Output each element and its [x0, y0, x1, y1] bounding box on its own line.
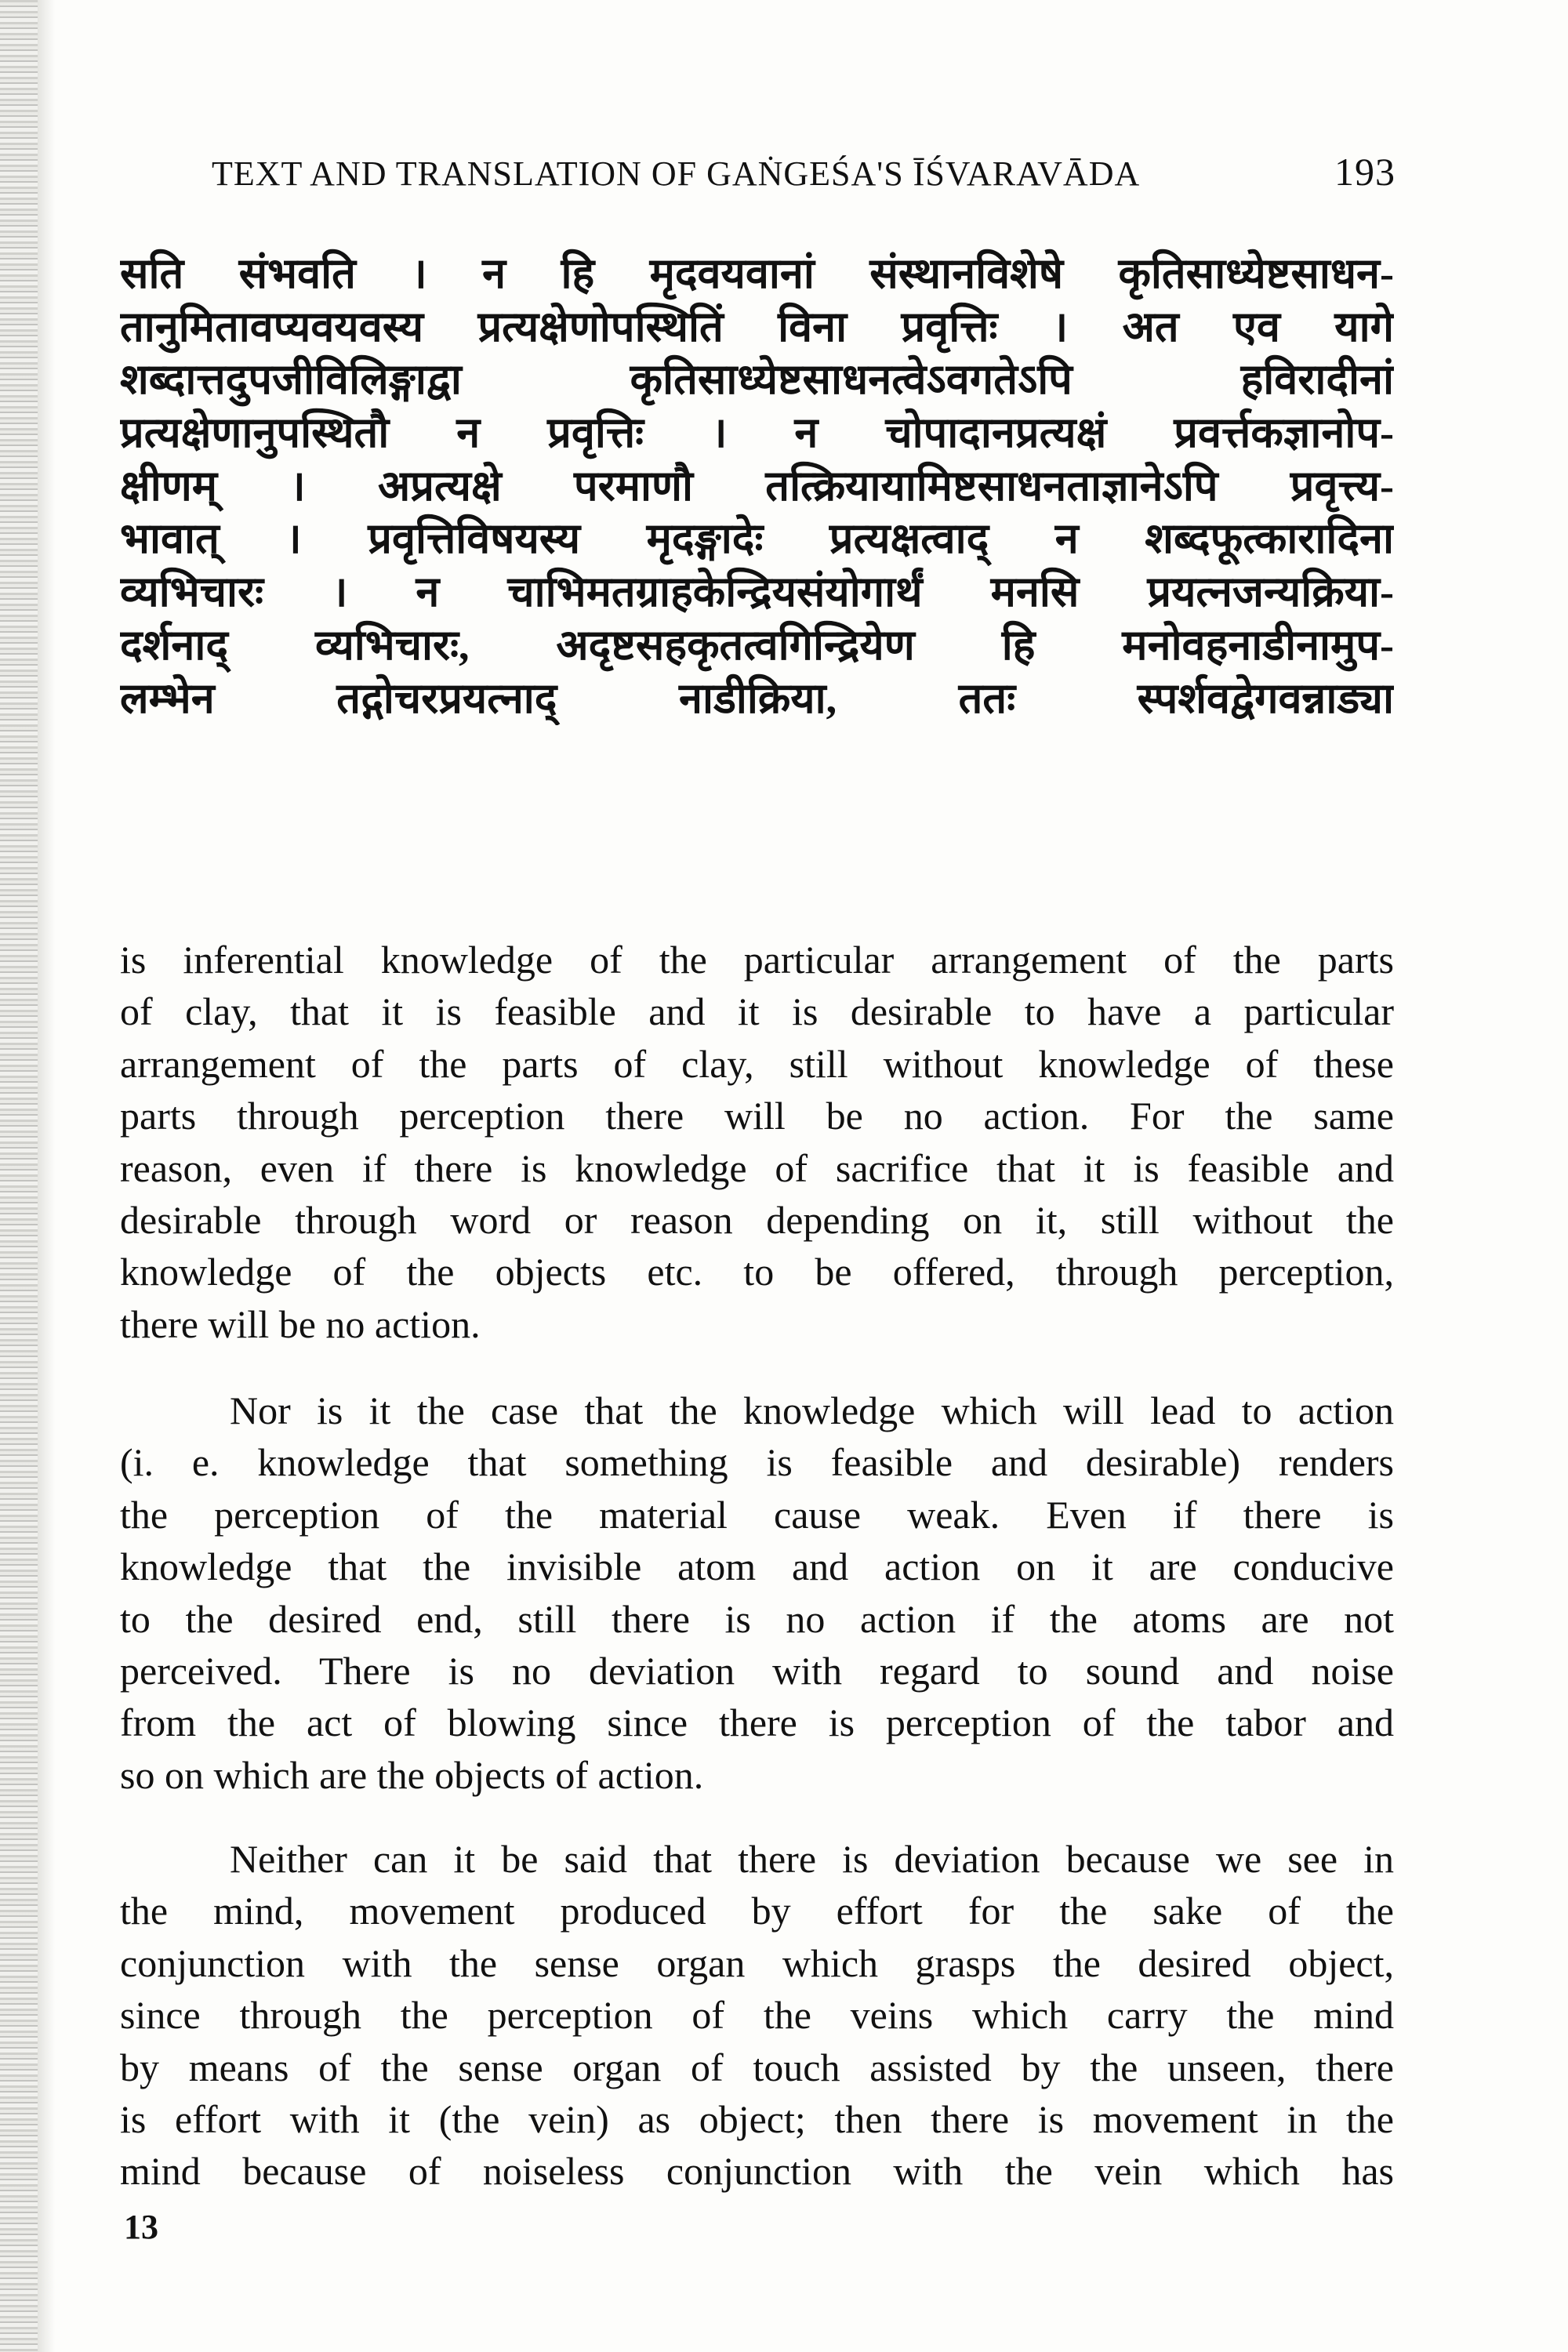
paragraph-line: Neither can it be said that there is deviation because we see in: [230, 1837, 1394, 1881]
paragraph-line: conjunction with the sense organ which grasps the desired object,: [120, 1940, 1394, 1985]
running-title: TEXT AND TRANSLATION OF GAṄGEŚA'S ĪŚVARAVĀDA: [212, 154, 1141, 193]
sanskrit-line: भावात् । प्रवृत्तिविषयस्य मृदङ्गादेः प्रत्यक्षत्वाद् न शब्दफूत्कारादिना: [120, 515, 1394, 563]
paragraph-line: perceived. There is no deviation with regard to sound and noise: [120, 1648, 1394, 1693]
translation-paragraph-3: [120, 1833, 1394, 2198]
sanskrit-line: क्षीणम् । अप्रत्यक्षे परमाणौ तत्क्रियायामिष्टसाधनताज्ञानेऽपि प्रवृत्त्य-: [120, 462, 1394, 510]
paragraph-line: knowledge that the invisible atom and action on it are conducive: [120, 1544, 1394, 1589]
paragraph-line: is effort with it (the vein) as object; then there is movement in the: [120, 2096, 1394, 2141]
paragraph-line: desirable through word or reason depending on it, still without the: [120, 1197, 1394, 1242]
sanskrit-line: लम्भेन तद्गोचरप्रयत्नाद् नाडीक्रिया, ततः स्पर्शवद्वेगवन्नाड्या: [120, 674, 1394, 722]
translation-paragraph-2: [120, 1385, 1394, 1801]
paragraph-line: arrangement of the parts of clay, still without knowledge of these: [120, 1041, 1394, 1086]
scan-binding-gradient: [38, 0, 55, 2352]
sanskrit-line: शब्दात्तदुपजीविलिङ्गाद्वा कृतिसाध्येष्टसाधनत्वेऽवगतेऽपि हविरादीनां: [120, 356, 1394, 404]
sanskrit-line: प्रत्यक्षेणानुपस्थितौ न प्रवृत्तिः । न चोपादानप्रत्यक्षं प्रवर्त्तकज्ञानोप-: [120, 409, 1394, 457]
paragraph-line: parts through perception there will be no action. For the same: [120, 1094, 1394, 1138]
paragraph-line: the mind, movement produced by effort for the sake of the: [120, 1889, 1394, 1933]
translation-paragraph-1: [120, 934, 1394, 1350]
paragraph-line: since through the perception of the veins which carry the mind: [120, 1993, 1394, 2038]
paragraph-line: Nor is it the case that the knowledge which will lead to action: [230, 1388, 1394, 1432]
paragraph-line: mind because of noiseless conjunction with the vein which has: [120, 2149, 1394, 2194]
sanskrit-text: [120, 248, 1394, 725]
page-number: 193: [1334, 150, 1396, 194]
paragraph-line: knowledge of the objects etc. to be offered, through perception,: [120, 1250, 1394, 1294]
sanskrit-line: व्यभिचारः । न चाभिमतग्राहकेन्द्रियसंयोगार्थं मनसि प्रयत्नजन्यक्रिया-: [120, 568, 1394, 616]
running-header: [212, 150, 1396, 201]
paragraph-line: to the desired end, still there is no action if the atoms are not: [120, 1596, 1394, 1641]
paragraph-line: is inferential knowledge of the particular arrangement of the parts: [120, 938, 1394, 982]
scan-binding-shadow: [0, 0, 38, 2352]
sanskrit-line: तानुमितावप्यवयवस्य प्रत्यक्षेणोपस्थितिं विना प्रवृत्तिः । अत एव यागे: [120, 303, 1394, 350]
paragraph-line: (i. e. knowledge that something is feasible and desirable) renders: [120, 1440, 1394, 1485]
sanskrit-line: दर्शनाद् व्यभिचारः, अदृष्टसहकृतत्वगिन्द्रियेण हि मनोवहनाडीनामुप-: [120, 621, 1394, 669]
paragraph-line: there will be no action.: [120, 1301, 481, 1346]
paragraph-line: from the act of blowing since there is perception of the tabor and: [120, 1700, 1394, 1745]
sanskrit-line: सति संभवति । न हि मृदवयवानां संस्थानविशेषे कृतिसाध्येष्टसाधन-: [120, 250, 1394, 297]
paragraph-line: the perception of the material cause weak. Even if there is: [120, 1492, 1394, 1537]
signature-mark: 13: [124, 2208, 158, 2246]
paragraph-line: by means of the sense organ of touch assisted by the unseen, there: [120, 2045, 1394, 2089]
paragraph-line: so on which are the objects of action.: [120, 1752, 704, 1797]
paragraph-line: of clay, that it is feasible and it is desirable to have a particular: [120, 989, 1394, 1034]
paragraph-line: reason, even if there is knowledge of sacrifice that it is feasible and: [120, 1145, 1394, 1190]
